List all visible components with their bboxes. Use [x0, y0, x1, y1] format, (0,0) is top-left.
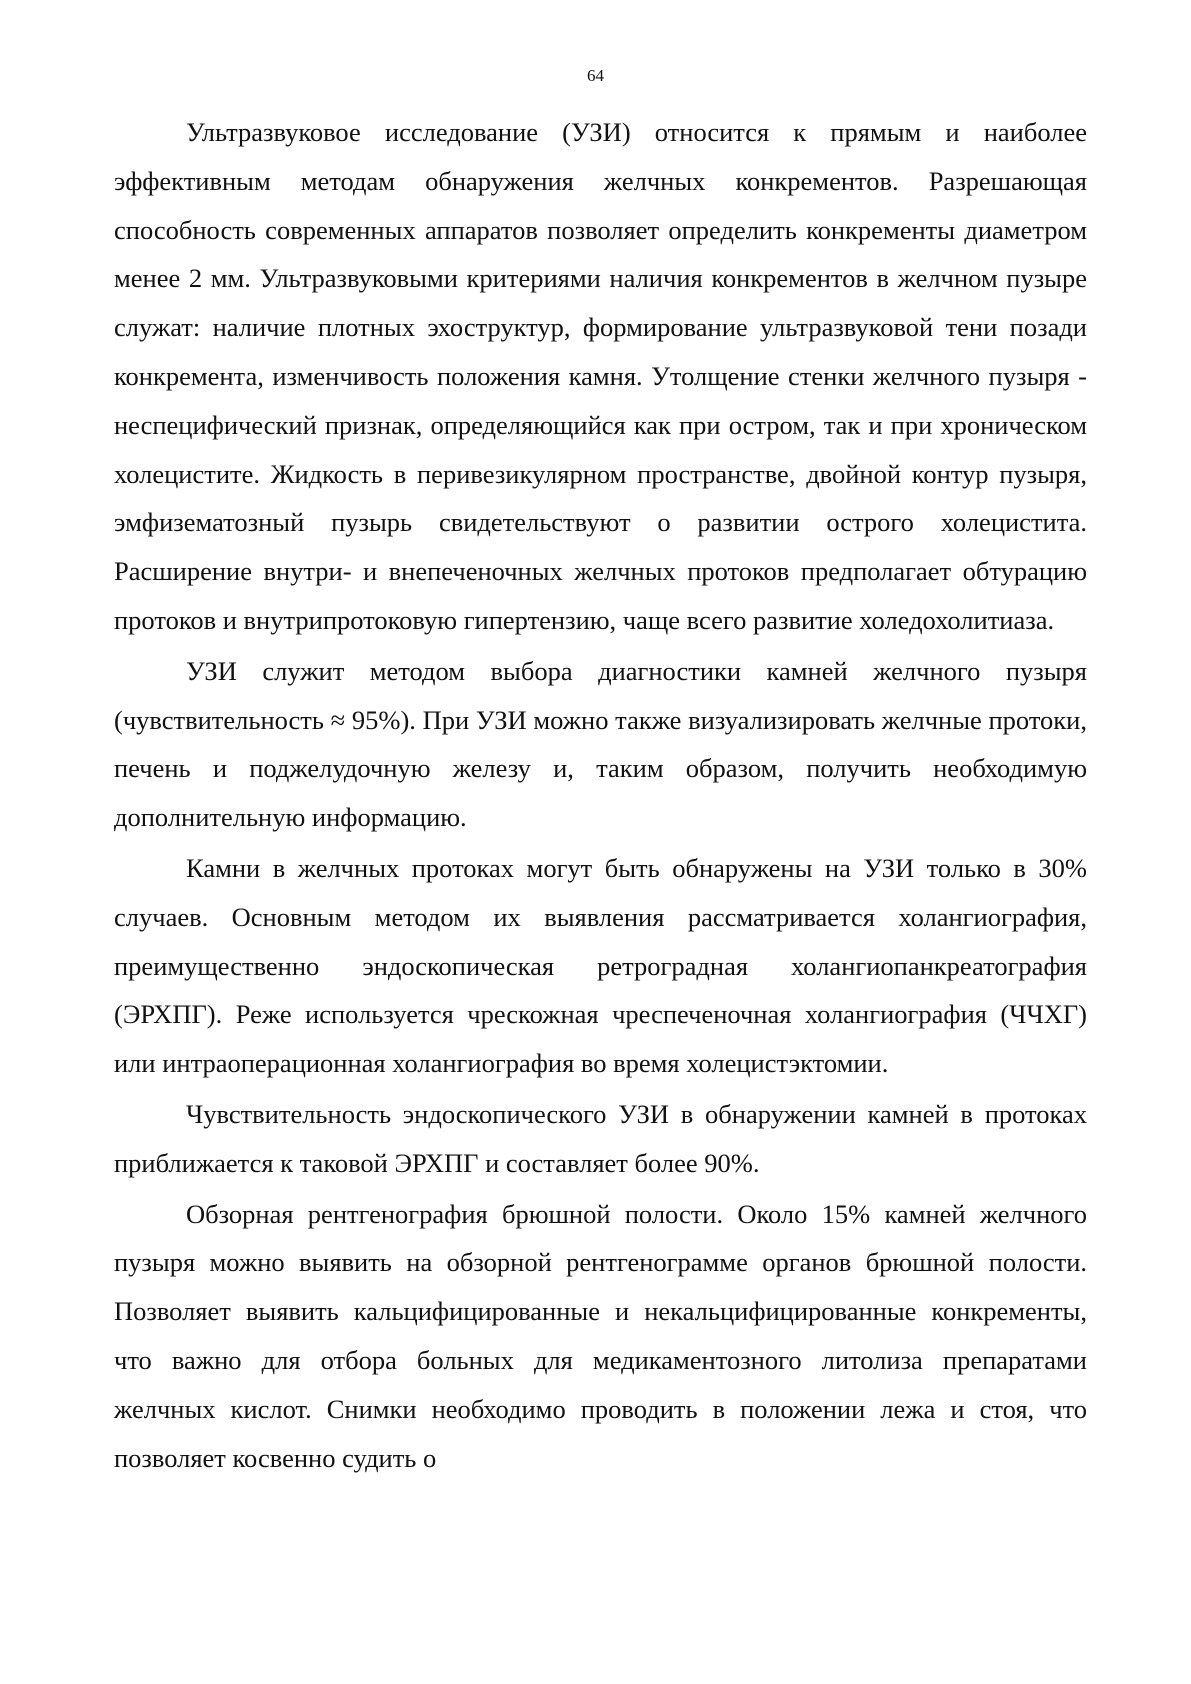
paragraph-duct-stones: Камни в желчных протоках могут быть обнаружены на УЗИ только в 30% случаев. Основным методом их выявления рассматривается холангиография, преимущественно эндоскопическая ретроградная холангиопанкреатография (ЭРХПГ). Реже используется чрескожная чреспеченочная холангиография (ЧЧХГ) или интраоперационная холангиография во время холецистэктомии. — [114, 852, 1087, 1079]
paragraph-plain-radiography: Обзорная рентгенография брюшной полости. Около 15% камней желчного пузыря можно выявить на обзорной рентгенограмме органов брюшной полости. Позволяет выявить кальцифицированные и некальцифицированные конкременты, что важно для отбора больных для медикаментозного литолиза препаратами желчных кислот. Снимки необходимо проводить в положении лежа и стоя, что позволяет косвенно судить о — [114, 1198, 1087, 1473]
paragraph-ultrasound-overview: Ультразвуковое исследование (УЗИ) относится к прямым и наиболее эффективным методам обнаружения желчных конкрементов. Разрешающая способность современных аппаратов позволяет определить конкременты диаметром менее 2 мм. Ультразвуковыми критериями наличия конкрементов в желчном пузыре служат: наличие плотных эхоструктур, формирование ультразвуковой тени позади конкремента, изменчивость положения камня. Утолщение стенки желчного пузыря - неспецифический признак, определяющийся как при остром, так и при хроническом холецистите. Жидкость в перивезикулярном пространстве, двойной контур пузыря, эмфизематозный пузырь свидетельствуют о развитии острого холецистита. Расширение внутри- и внепеченочных желчных протоков предполагает обтурацию протоков и внутрипротоковую гипертензию, чаще всего развитие холедохолитиаза. — [114, 117, 1087, 635]
paragraph-endoscopic-ultrasound: Чувствительность эндоскопического УЗИ в обнаружении камней в протоках приближается к таковой ЭРХПГ и составляет более 90%. — [114, 1098, 1087, 1178]
body-text — [114, 108, 1087, 1482]
page-number: 64 — [587, 66, 604, 85]
paragraph-ultrasound-sensitivity: УЗИ служит методом выбора диагностики камней желчного пузыря (чувствительность ≈ 95%). При УЗИ можно также визуализировать желчные протоки, печень и поджелудочную железу и, таким образом, получить необходимую дополнительную информацию. — [114, 655, 1087, 833]
